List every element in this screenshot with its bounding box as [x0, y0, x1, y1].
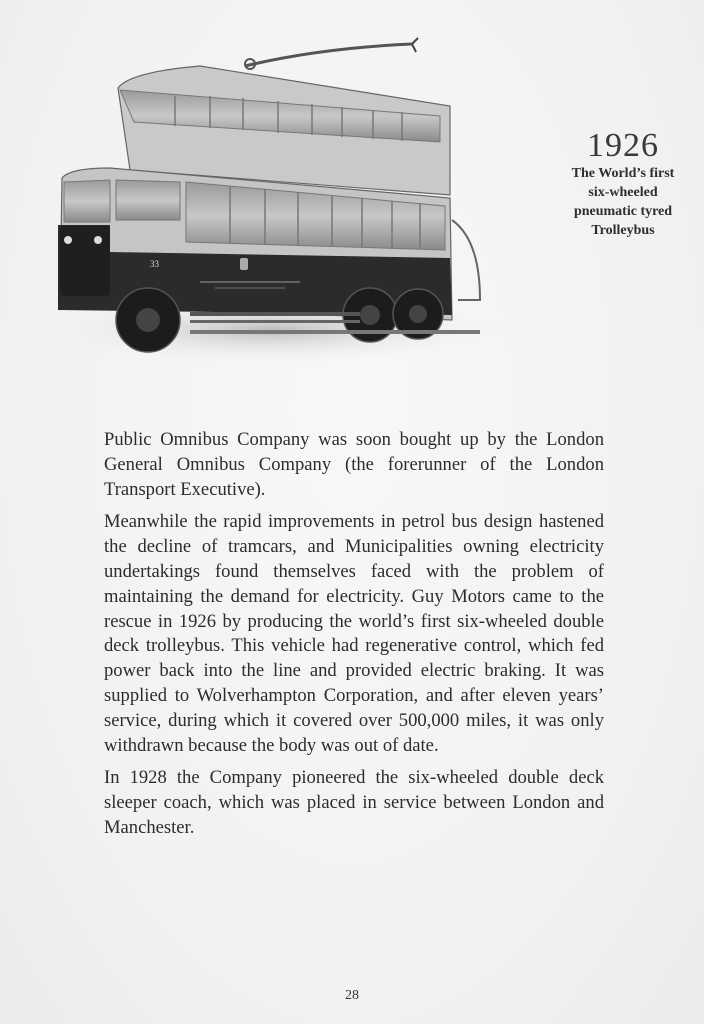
caption-year: 1926	[587, 127, 659, 164]
svg-text:33: 33	[150, 259, 159, 269]
paragraph: Meanwhile the rapid improvements in petrol bus design hastened the decline of tramcars, and Municipalities owning electricity undertakings found themselves faced with the problem of maintaining the demand for electricity. Guy Motors came to the rescue in 1926 by producing the world’s first six-wheeled double deck trolleybus. This vehicle had regenerative control, which fed power back into the line and provided electric braking. It was supplied to Wolverhampton Corporation, and after eleven years’ service, during which it covered over 500,000 miles, it was only withdrawn because the body was out of date.	[104, 511, 604, 756]
caption-line: pneumatic tyred	[573, 204, 673, 219]
illustration-caption	[548, 128, 698, 240]
trolleybus-illustration	[40, 30, 510, 370]
page-number: 28	[345, 988, 359, 1003]
caption-line: The World’s first	[571, 166, 675, 181]
body-text	[104, 428, 604, 849]
paragraph: In 1928 the Company pioneered the six-wheeled double deck sleeper coach, which was placed in service between London and Manchester.	[104, 767, 604, 838]
caption-line: six-wheeled	[588, 185, 658, 200]
paragraph: Public Omnibus Company was soon bought up by the London General Omnibus Company (the forerunner of the London Transport Executive).	[104, 429, 604, 500]
caption-line: Trolleybus	[591, 223, 655, 238]
